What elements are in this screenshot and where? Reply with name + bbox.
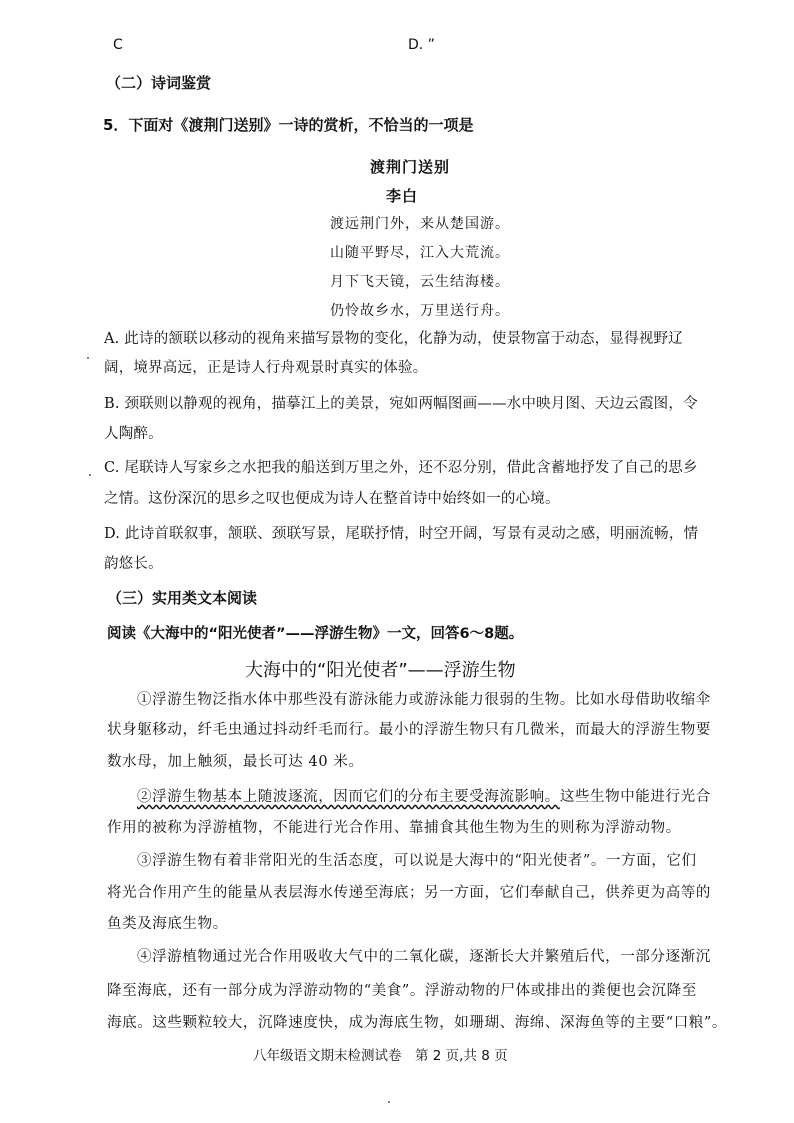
scan-speck (388, 1101, 390, 1103)
poem-title: 渡荆门送别 (370, 158, 451, 176)
option-c-line-2: 之情。这份深沉的思乡之叹也便成为诗人在整首诗中始终如一的心境。 (104, 491, 560, 507)
paragraph-1-line: ①浮游生物泛指水体中那些没有游泳能力或游泳能力很弱的生物。比如水母借助收缩伞 (137, 692, 711, 708)
page-footer: 八年级语文期末检测试卷 第 2 页,共 8 页 (253, 1048, 508, 1064)
option-d-line-2: 韵悠长。 (104, 556, 163, 572)
poem-line: 仍怜故乡水，万里送行舟。 (330, 303, 510, 319)
option-b-line-2: 人陶醉。 (104, 426, 163, 442)
paragraph-2-continuation: 这些生物中能进行光合 (559, 789, 711, 805)
section-heading-poetry: （二）诗词鉴赏 (106, 74, 212, 92)
paragraph-2-line: 作用的被称为浮游植物，不能进行光合作用、靠捕食其他生物为生的则称为浮游动物。 (107, 820, 681, 836)
option-b-line-1: B. 颈联则以静观的视角，描摹江上的美景，宛如两幅图画——水中映月图、天边云霞图，令 (104, 396, 698, 412)
paragraph-1-line: 数水母，加上触须，最长可达 40 米。 (107, 754, 364, 770)
scan-speck (89, 474, 91, 476)
scan-speck (87, 357, 89, 359)
option-c-remnant: C (113, 37, 123, 53)
paragraph-4-line: ④浮游植物通过光合作用吸收大气中的二氧化碳，逐渐长大并繁殖后代，一部分逐渐沉 (137, 949, 711, 965)
option-c-line-1: C. 尾联诗人写家乡之水把我的船送到万里之外，还不忍分别，借此含蓄地抒发了自己的思乡 (104, 460, 698, 476)
poem-line: 月下飞天镜，云生结海楼。 (330, 274, 510, 290)
paragraph-1-line: 状身躯移动，纤毛虫通过抖动纤毛而行。最小的浮游生物只有几微米，而最大的浮游生物要 (107, 722, 711, 738)
option-a-line-2: 阔，境界高远，正是诗人行舟观景时真实的体验。 (104, 360, 428, 376)
question-5-stem: 5．下面对《渡荆门送别》一诗的赏析，不恰当的一项是 (103, 116, 474, 134)
poem-line: 山随平野尽，江入大荒流。 (330, 245, 510, 261)
option-a-line-1: A. 此诗的颔联以移动的视角来描写景物的变化，化静为动，使景物富于动态，显得视野辽 (104, 331, 683, 347)
paragraph-3-line: 鱼类及海底生物。 (107, 916, 228, 932)
paragraph-3-line: 将光合作用产生的能量从表层海水传递至海底；另一方面，它们奉献自己，供养更为高等的 (107, 885, 711, 901)
poem-author: 李白 (386, 187, 419, 205)
paragraph-2-first-line (137, 785, 711, 806)
poem-line: 渡远荆门外，来从楚国游。 (330, 216, 510, 232)
paragraph-4-line: 降至海底，还有一部分成为浮游动物的“美食”。浮游动物的尸体或排出的粪便也会沉降至 (107, 983, 697, 999)
reading-instruction: 阅读《大海中的“阳光使者”——浮游生物》一文，回答6～8题。 (107, 626, 524, 642)
section-heading-reading: （三）实用类文本阅读 (107, 589, 258, 607)
option-d-remnant: D. ” (408, 37, 435, 53)
underlined-sentence: ②浮游生物基本上随波逐流，因而它们的分布主要受海流影响。 (137, 789, 560, 805)
paragraph-4-line: 海底。这些颗粒较大，沉降速度快，成为海底生物，如珊瑚、海绵、深海鱼等的主要“口粮”。 (107, 1015, 728, 1031)
paragraph-3-line: ③浮游生物有着非常阳光的生活态度，可以说是大海中的“阳光使者”。一方面，它们 (137, 853, 697, 869)
option-d-line-1: D. 此诗首联叙事，颔联、颈联写景，尾联抒情，时空开阔，写景有灵动之感，明丽流畅，情 (104, 526, 699, 542)
article-title: 大海中的“阳光使者”——浮游生物 (245, 660, 516, 681)
